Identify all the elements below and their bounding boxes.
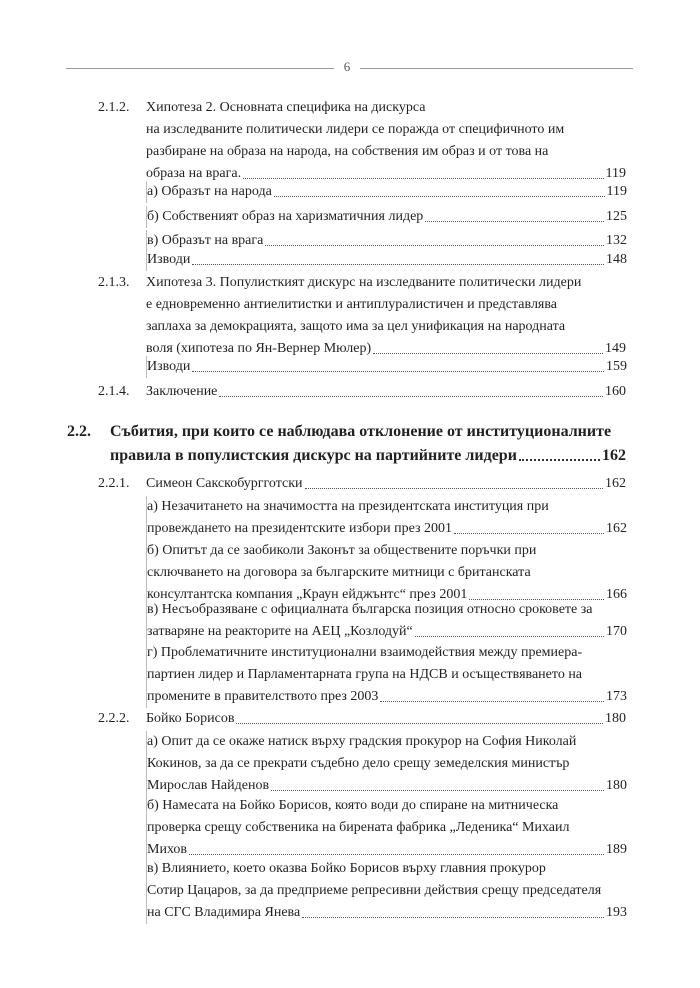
toc-page-number: 193: [606, 905, 627, 920]
toc-entry-text: проверка срещу собственика на бирената фабрика „Леденика“ Михаил: [147, 820, 570, 835]
dot-leader: [305, 488, 603, 489]
toc-subentry[interactable]: [146, 858, 627, 924]
toc-page-number: 125: [606, 209, 627, 224]
toc-entry-text: г) Проблематичните институционални взаимодействия между премиера-: [147, 645, 583, 660]
dot-leader: [380, 701, 604, 702]
toc-page-number: 180: [606, 778, 627, 793]
toc-subentry[interactable]: [146, 731, 627, 797]
toc-entry-text: а) Незачитането на значимостта на президентската институция при: [147, 499, 549, 514]
toc-entry-text: в) Образът на врага: [147, 233, 264, 248]
dot-leader: [219, 396, 603, 397]
toc-entry-text: б) Опитът да се заобиколи Законът за обществените поръчки при: [147, 543, 537, 558]
toc-entry-text: Бойко Борисов: [146, 711, 235, 726]
toc-entry-text: партиен лидер и Парламентарната група на НДСВ и осъществяването на: [147, 667, 583, 682]
toc-number: 2.2.1.: [98, 476, 130, 491]
toc-page-number: 189: [606, 842, 627, 857]
toc-page-number: 162: [605, 476, 626, 491]
toc-subentry[interactable]: [146, 249, 627, 271]
toc-number: 2.1.2.: [98, 100, 130, 115]
toc-entry-text: на СГС Владимира Янева: [147, 905, 301, 920]
toc-entry-text: Изводи: [147, 252, 191, 267]
toc-entry-text: сключването на договора за българските митници с британската: [147, 565, 531, 580]
dot-leader: [243, 178, 603, 179]
toc-page-number: 119: [606, 184, 627, 199]
toc-entry[interactable]: [146, 97, 626, 185]
toc-entry-text: Заключение: [146, 384, 218, 399]
toc-entry-text: Кокинов, за да се прекрати съдебно дело срещу земеделския министър: [147, 756, 570, 771]
toc-subentry[interactable]: [146, 795, 627, 861]
dot-leader: [302, 917, 604, 918]
toc-entry-text: разбиране на образа на народа, на собствения им образ и от това на: [146, 144, 549, 159]
toc-page-number: 180: [605, 711, 626, 726]
toc-section-number: 2.2.: [67, 423, 91, 440]
header-rule-right: [360, 68, 633, 69]
toc-entry-text: Симеон Сакскобургготски: [146, 476, 303, 491]
toc-page-number: 160: [605, 384, 626, 399]
dot-leader: [425, 221, 604, 222]
toc-subentry[interactable]: [146, 206, 627, 228]
toc-subentry[interactable]: [146, 599, 627, 643]
dot-leader: [265, 245, 604, 246]
toc-entry-text: а) Образът на народа: [147, 184, 272, 199]
toc-entry[interactable]: [146, 381, 626, 403]
toc-page-number: 148: [606, 252, 627, 267]
toc-entry-text: Михов: [147, 842, 188, 857]
toc-section-text: правила в популистския дискурс на партийните лидери: [110, 447, 517, 464]
header-rule-left: [66, 68, 334, 69]
toc-entry-text: Хипотеза 3. Популисткият дискурс на изследваните политически лидери: [146, 275, 582, 290]
toc-entry-text: провеждането на президентските избори през 2001: [147, 521, 452, 536]
toc-page-number: 162: [606, 521, 627, 536]
toc-section-text: Събития, при които се наблюдава отклонение от институционалните: [110, 423, 612, 440]
toc-entry-text: Изводи: [147, 359, 191, 374]
toc-subentry[interactable]: [146, 496, 627, 540]
toc-entry-text: Сотир Цацаров, за да предприеме репресивни действия срещу председателя: [147, 883, 602, 898]
toc-page-number: 132: [606, 233, 627, 248]
toc-page-number: 170: [606, 624, 627, 639]
dot-leader: [415, 636, 604, 637]
toc-subentry[interactable]: [146, 642, 627, 708]
dot-leader: [189, 854, 604, 855]
dot-leader: [373, 353, 603, 354]
toc-entry[interactable]: [146, 272, 626, 360]
toc-entry-text: в) Несъобразяване с официалната българска позиция относно сроковете за: [147, 602, 593, 617]
toc-entry-text: Мирослав Найденов: [147, 778, 270, 793]
dot-leader: [274, 196, 605, 197]
toc-entry-text: промените в правителството през 2003: [147, 689, 379, 704]
toc-page-number: 159: [606, 359, 627, 374]
toc-entry[interactable]: [146, 708, 626, 730]
toc-entry-text: заплаха за демокрацията, защото има за цел унификация на народната: [146, 319, 566, 334]
toc-entry-text: образа на врага.: [146, 166, 242, 181]
dot-leader: [192, 264, 604, 265]
dot-leader: [454, 533, 604, 534]
toc-subentry[interactable]: [146, 181, 627, 203]
toc-entry-text: воля (хипотеза по Ян-Вернер Мюлер): [146, 341, 372, 356]
toc-page-number: 173: [606, 689, 627, 704]
toc-page-number: 119: [605, 166, 626, 181]
toc-number: 2.1.4.: [98, 384, 130, 399]
toc-page-number: 149: [605, 341, 626, 356]
toc-section-entry[interactable]: [110, 420, 626, 468]
dot-leader: [271, 790, 604, 791]
toc-page-number: 162: [602, 447, 626, 464]
dot-leader: [236, 723, 603, 724]
toc-entry-text: консултантска компания „Краун ейджънтс“ през 2001: [147, 587, 468, 602]
toc-entry-text: затваряне на реакторите на АЕЦ „Козлодуй“: [147, 624, 413, 639]
dot-leader: [192, 371, 604, 372]
dot-leader: [519, 459, 600, 461]
toc-subentry[interactable]: [146, 540, 627, 606]
toc-entry-text: б) Собственият образ на харизматичния лидер: [147, 209, 424, 224]
toc-entry-text: е едновременно антиелитистки и антиплуралистичен и представлява: [146, 297, 558, 312]
toc-entry-text: б) Намесата на Бойко Борисов, която води до спиране на митническа: [147, 798, 559, 813]
toc-entry-text: в) Влиянието, което оказва Бойко Борисов върху главния прокурор: [147, 861, 546, 876]
toc-page-number: 166: [606, 587, 627, 602]
toc-number: 2.1.3.: [98, 275, 130, 290]
toc-entry[interactable]: [146, 473, 626, 495]
toc-entry-text: на изследваните политически лидери се поражда от специфичното им: [146, 122, 565, 137]
toc-subentry[interactable]: [146, 356, 627, 378]
toc-entry-text: а) Опит да се окаже натиск върху градския прокурор на София Николай: [147, 734, 577, 749]
page-number: 6: [343, 59, 351, 74]
toc-number: 2.2.2.: [98, 711, 130, 726]
toc-entry-text: Хипотеза 2. Основната специфика на дискурса: [146, 100, 426, 115]
